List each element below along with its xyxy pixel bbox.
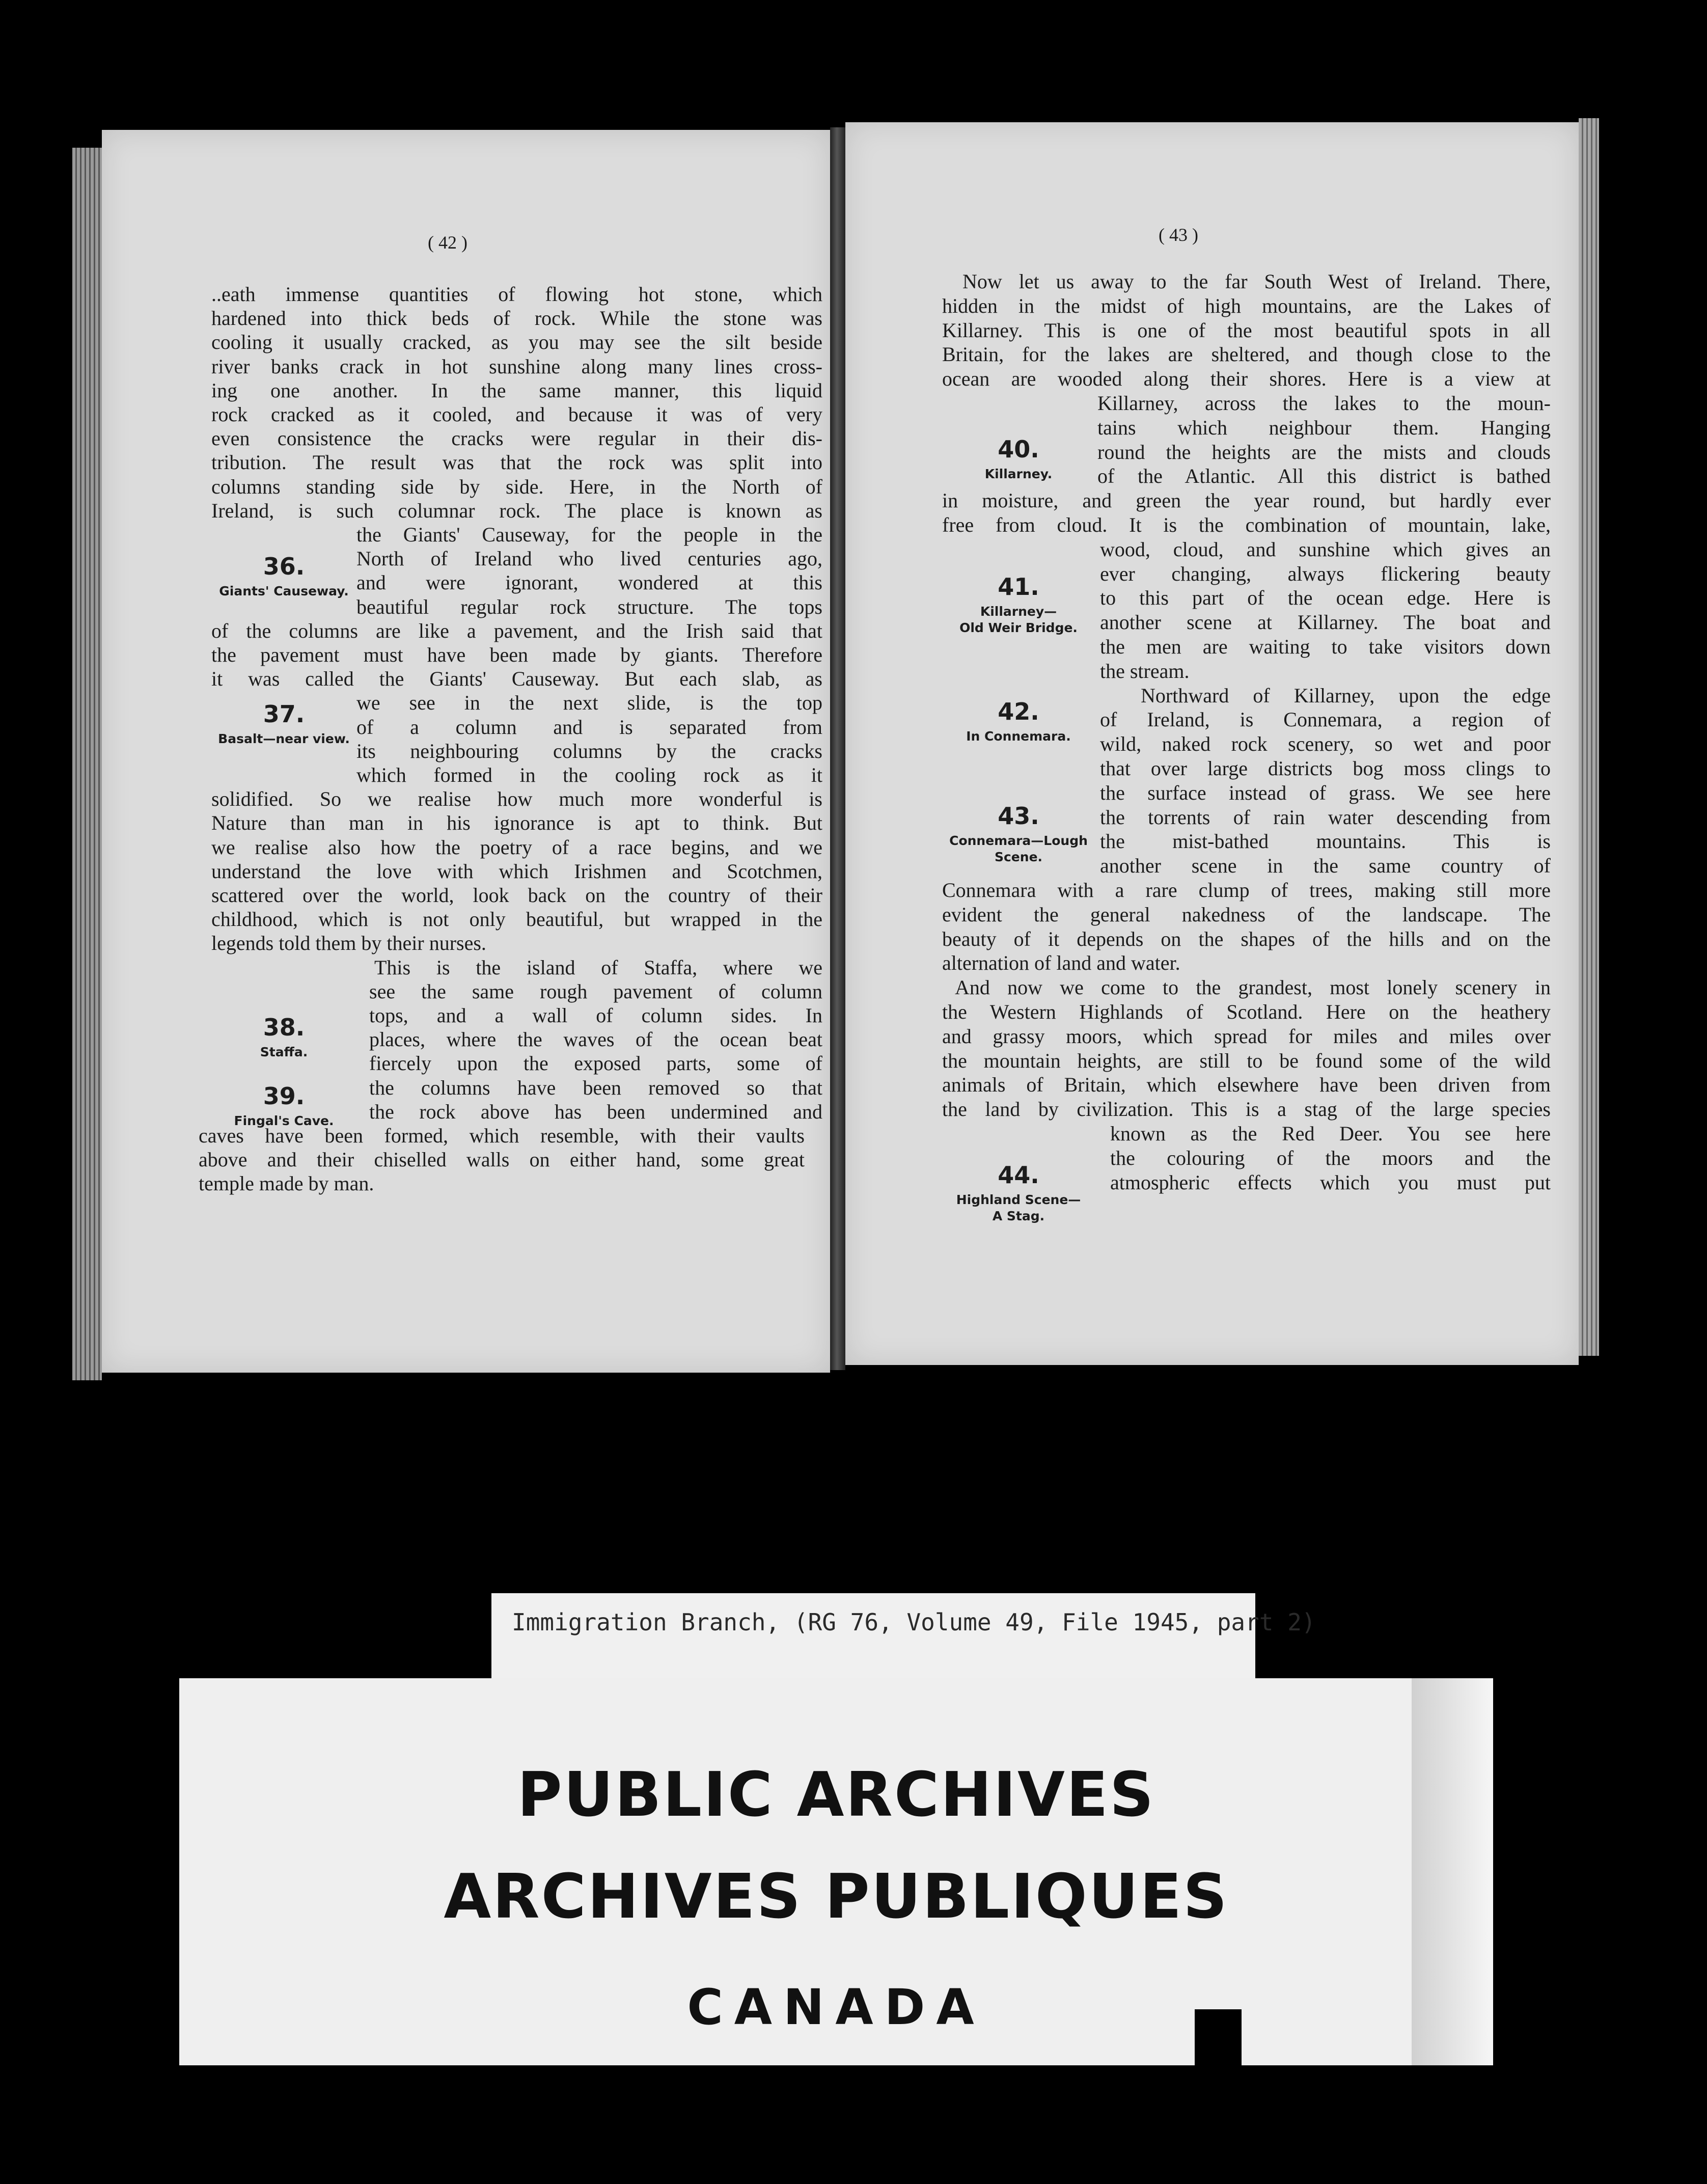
- slide-caption: Killarney— Old Weir Bridge.: [959, 604, 1078, 635]
- slide-number: 36.: [263, 553, 305, 580]
- slide-number: 41.: [998, 573, 1039, 600]
- text-line: wood, cloud, and sunshine which gives an: [1100, 537, 1551, 561]
- slide-caption: Basalt—near view.: [218, 731, 350, 746]
- text-line: ..eath immense quantities of flowing hot stone, which: [211, 283, 822, 306]
- text-line: This is the island of Staffa, where we: [374, 956, 822, 979]
- stamp-line-2: ARCHIVES PUBLIQUES: [444, 1862, 1229, 1932]
- text-line: that over large districts bog moss clings to: [1100, 757, 1551, 780]
- text-line: North of Ireland who lived centuries ago,: [356, 547, 822, 570]
- text-line: the torrents of rain water descending from: [1100, 805, 1551, 829]
- slide-number: 38.: [263, 1014, 305, 1041]
- text-line: the land by civilization. This is a stag of the large species: [942, 1098, 1551, 1121]
- slide-number: 42.: [998, 698, 1039, 725]
- text-line: and grassy moors, which spread for miles and miles over: [942, 1024, 1551, 1048]
- stamp-line-1: PUBLIC ARCHIVES: [517, 1760, 1155, 1831]
- text-line: ocean are wooded along their shores. Here is a view at: [942, 367, 1551, 391]
- left-page: [102, 130, 830, 1373]
- text-line: known as the Red Deer. You see here: [1110, 1122, 1551, 1145]
- text-line: of the columns are like a pavement, and the Irish said that: [211, 619, 822, 642]
- page-number: ( 43 ): [1159, 225, 1198, 245]
- text-line: Killarney. This is one of the most beautiful spots in all: [942, 318, 1551, 342]
- text-line: we realise also how the poetry of a race begins, and we: [211, 835, 822, 859]
- book-spine: [830, 127, 845, 1370]
- text-line: Ireland, is such columnar rock. The place is known as: [211, 499, 822, 522]
- text-line: of a column and is separated from: [356, 715, 822, 739]
- text-line: it was called the Giants' Causeway. But each slab, as: [211, 667, 822, 691]
- slide-number: 39.: [263, 1082, 305, 1110]
- text-line: which formed in the cooling rock as it: [356, 763, 822, 786]
- text-line: Britain, for the lakes are sheltered, and though close to the: [942, 343, 1551, 366]
- page-number: ( 42 ): [428, 232, 467, 253]
- text-line: even consistence the cracks were regular in their dis-: [211, 427, 822, 450]
- text-line: scattered over the world, look back on the country of their: [211, 884, 822, 907]
- text-line: beautiful regular rock structure. The tops: [356, 595, 822, 618]
- text-line: caves have been formed, which resemble, with their vaults: [199, 1124, 805, 1147]
- text-line: of the Atlantic. All this district is bathed: [1097, 465, 1551, 488]
- text-line: childhood, which is not only beautiful, but wrapped in the: [211, 908, 822, 931]
- text-line: in moisture, and green the year round, but hardly ever: [942, 489, 1551, 512]
- text-line: tribution. The result was that the rock was split into: [211, 451, 822, 474]
- text-line: free from cloud. It is the combination of mountain, lake,: [942, 513, 1551, 536]
- text-line: river banks crack in hot sunshine along many lines cross-: [211, 354, 822, 378]
- text-line: the mist-bathed mountains. This is: [1100, 830, 1551, 853]
- right-page: [845, 122, 1579, 1365]
- text-line: fiercely upon the exposed parts, some of: [369, 1052, 822, 1075]
- right-page-edge: [1579, 118, 1599, 1356]
- text-line: Killarney, across the lakes to the moun-: [1097, 392, 1551, 415]
- text-line: animals of Britain, which elsewhere have been driven from: [942, 1073, 1551, 1097]
- text-line: cooling it usually cracked, as you may see the silt beside: [211, 331, 822, 354]
- text-line: another scene at Killarney. The boat and: [1100, 611, 1551, 634]
- slide-number: 44.: [998, 1161, 1039, 1189]
- slide-caption: In Connemara.: [966, 729, 1071, 744]
- text-line: another scene in the same country of: [1100, 854, 1551, 878]
- slide-number: 40.: [998, 435, 1039, 463]
- text-line: understand the love with which Irishmen and Scotchmen,: [211, 859, 822, 883]
- slide-caption: Fingal's Cave.: [234, 1113, 334, 1128]
- text-line: Connemara with a rare clump of trees, making still more: [942, 879, 1551, 902]
- stamp-dark-patch: [1195, 2009, 1242, 2065]
- text-line: we see in the next slide, is the top: [356, 691, 822, 715]
- text-line: to this part of the ocean edge. Here is: [1100, 586, 1551, 610]
- text-line: beauty of it depends on the shapes of the hills and on the: [942, 927, 1551, 950]
- slide-number: 37.: [263, 700, 305, 728]
- text-line: see the same rough pavement of column: [369, 979, 822, 1003]
- text-line: solidified. So we realise how much more wonderful is: [211, 787, 822, 811]
- stamp-line-3: CANADA: [687, 1979, 985, 2036]
- text-line: the men are waiting to take visitors down: [1100, 635, 1551, 658]
- text-line: evident the general nakedness of the landscape. The: [942, 903, 1551, 926]
- text-line: Northward of Killarney, upon the edge: [1141, 684, 1551, 707]
- text-line: the mountain heights, are still to be found some of the wild: [942, 1049, 1551, 1072]
- slide-caption: Killarney.: [984, 467, 1053, 481]
- text-line: places, where the waves of the ocean beat: [369, 1028, 822, 1051]
- text-line: its neighbouring columns by the cracks: [356, 739, 822, 762]
- slide-caption: Staffa.: [260, 1045, 308, 1059]
- text-line: ever changing, always flickering beauty: [1100, 562, 1551, 585]
- text-line: temple made by man.: [199, 1172, 374, 1195]
- text-line: And now we come to the grandest, most lonely scenery in: [955, 976, 1551, 999]
- text-line: columns standing side by side. Here, in the North of: [211, 475, 822, 498]
- text-line: rock cracked as it cooled, and because it was of very: [211, 403, 822, 426]
- text-line: ing one another. In the same manner, this liquid: [211, 378, 822, 402]
- text-line: the stream.: [1100, 659, 1190, 683]
- text-line: of Ireland, is Connemara, a region of: [1100, 708, 1551, 731]
- text-line: the Giants' Causeway, for the people in the: [356, 523, 822, 546]
- reference-label-text: Immigration Branch, (RG 76, Volume 49, File 1945, part 2): [512, 1608, 1316, 1636]
- text-line: round the heights are the mists and clouds: [1097, 440, 1551, 463]
- text-line: hardened into thick beds of rock. While the stone was: [211, 307, 822, 330]
- text-line: hidden in the midst of high mountains, are the Lakes of: [942, 294, 1551, 317]
- text-line: Nature than man in his ignorance is apt to think. But: [211, 811, 822, 835]
- text-line: and were ignorant, wondered at this: [356, 571, 822, 594]
- text-line: alternation of land and water.: [942, 951, 1180, 975]
- text-line: the rock above has been undermined and: [369, 1100, 822, 1123]
- text-line: tains which neighbour them. Hanging: [1097, 416, 1551, 439]
- slide-caption: Highland Scene— A Stag.: [956, 1192, 1081, 1223]
- left-page-edge: [72, 148, 102, 1380]
- text-line: Now let us away to the far South West of Ireland. There,: [962, 270, 1551, 293]
- text-line: legends told them by their nurses.: [211, 932, 486, 955]
- text-line: atmospheric effects which you must put: [1110, 1170, 1551, 1194]
- slide-caption: Giants' Causeway.: [219, 584, 349, 598]
- text-line: the columns have been removed so that: [369, 1076, 822, 1099]
- text-line: the Western Highlands of Scotland. Here on the heathery: [942, 1000, 1551, 1023]
- text-line: the surface instead of grass. We see here: [1100, 781, 1551, 804]
- slide-number: 43.: [998, 802, 1039, 830]
- text-line: the colouring of the moors and the: [1110, 1146, 1551, 1169]
- text-line: above and their chiselled walls on either hand, some great: [199, 1148, 805, 1171]
- text-line: the pavement must have been made by giants. Therefore: [211, 643, 822, 666]
- archive-stamp: [179, 1678, 1493, 2065]
- text-line: tops, and a wall of column sides. In: [369, 1004, 822, 1027]
- text-line: wild, naked rock scenery, so wet and poor: [1100, 732, 1551, 756]
- slide-caption: Connemara—Lough Scene.: [949, 833, 1088, 864]
